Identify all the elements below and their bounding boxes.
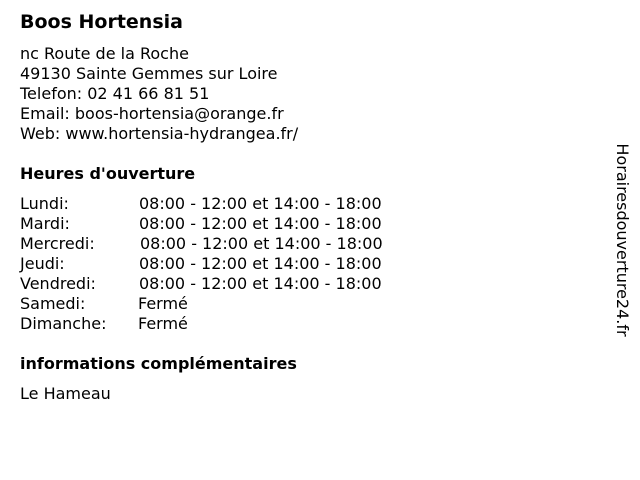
day-label: Dimanche: [20,314,107,333]
day-label: Jeudi: [20,254,65,273]
time-value: 08:00 - 12:00 et 14:00 - 18:00 [139,274,382,293]
time-value: 08:00 - 12:00 et 14:00 - 18:00 [139,194,382,213]
site-watermark: Horairesdouverture24.fr [613,143,632,337]
opening-hours-heading: Heures d'ouverture [20,164,196,183]
business-name: Boos Hortensia [20,11,183,33]
website-line: Web: www.hortensia-hydrangea.fr/ [20,124,299,143]
day-label: Mercredi: [20,234,95,253]
phone-line: Telefon: 02 41 66 81 51 [20,84,210,103]
time-value: 08:00 - 12:00 et 14:00 - 18:00 [139,214,382,233]
day-label: Mardi: [20,214,70,233]
time-value: 08:00 - 12:00 et 14:00 - 18:00 [139,254,382,273]
additional-info-heading: informations complémentaires [20,354,297,373]
address-line-1: nc Route de la Roche [20,44,189,63]
email-line: Email: boos-hortensia@orange.fr [20,104,284,123]
time-value: Fermé [138,314,188,333]
additional-info-text: Le Hameau [20,384,111,403]
contact-block [20,44,298,144]
time-value: 08:00 - 12:00 et 14:00 - 18:00 [140,234,383,253]
day-label: Lundi: [20,194,69,213]
address-line-2: 49130 Sainte Gemmes sur Loire [20,64,278,83]
day-label: Vendredi: [20,274,96,293]
day-label: Samedi: [20,294,86,313]
time-value: Fermé [138,294,188,313]
